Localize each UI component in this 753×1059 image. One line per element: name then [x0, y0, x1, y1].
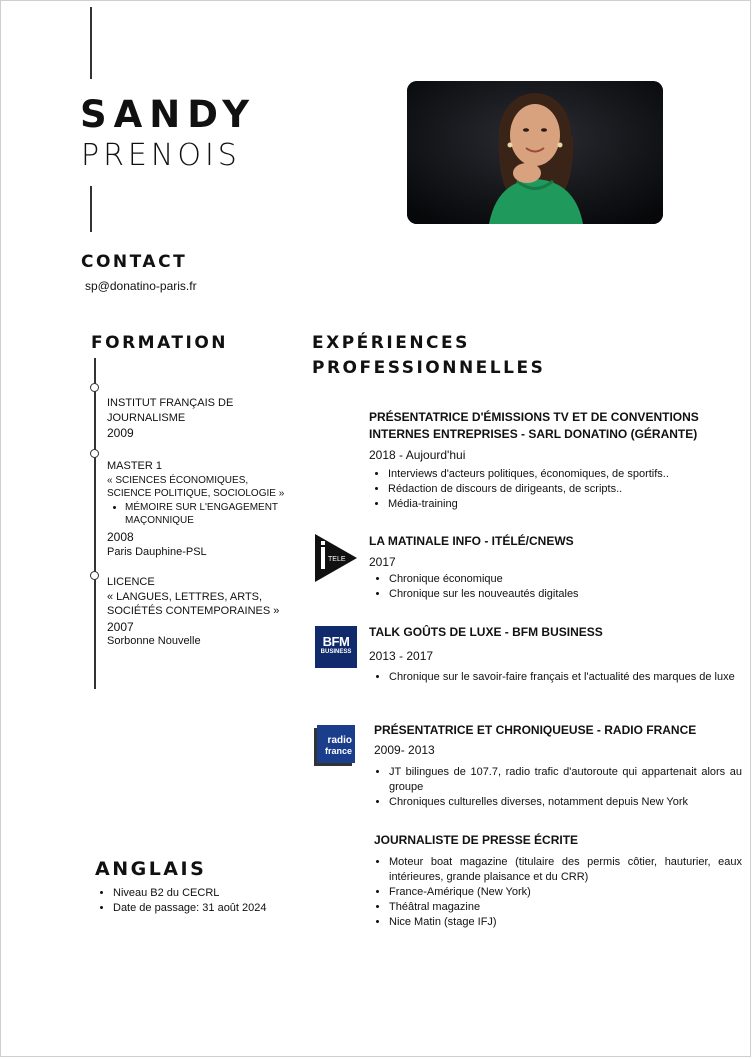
- job-bullet: • France-Amérique (New York): [389, 885, 742, 900]
- portrait-illustration: [407, 81, 663, 224]
- first-name: SANDY: [80, 93, 257, 136]
- formation-sub-bullets: [107, 501, 297, 527]
- job-title-line: INTERNES ENTREPRISES - SARL DONATINO (GÉRANTE): [369, 427, 698, 441]
- job-bullet: • Chronique sur les nouveautés digitales: [389, 587, 739, 602]
- formation-year: 2009: [107, 426, 134, 440]
- formation-entry-licence: [107, 575, 279, 649]
- formation-year: 2007: [107, 619, 134, 634]
- timeline-dot: [90, 571, 99, 580]
- anglais-item: • Niveau B2 du CECRL: [113, 886, 313, 901]
- portrait-photo: [407, 81, 663, 224]
- header-accent-line-bottom: [90, 186, 92, 232]
- experiences-heading-line2: PROFESSIONNELLES: [312, 358, 546, 378]
- job-bullets: [371, 765, 742, 810]
- last-name: PRENOIS: [81, 138, 241, 173]
- job-title: JOURNALISTE DE PRESSE ÉCRITE: [374, 833, 579, 847]
- itele-logo-icon: [315, 534, 357, 582]
- job-bullet: • Nice Matin (stage IFJ): [389, 915, 742, 930]
- bfm-business-logo: [315, 626, 357, 668]
- formation-line: « SCIENCES ÉCONOMIQUES,: [107, 474, 249, 486]
- job-bullet: • Chronique économique: [389, 572, 739, 587]
- job-date: 2013 - 2017: [369, 649, 434, 663]
- anglais-list: [95, 886, 313, 916]
- job-bullet: • Chroniques culturelles diverses, notamment depuis New York: [389, 795, 742, 810]
- experiences-heading-line1: EXPÉRIENCES: [312, 333, 470, 353]
- formation-school: Paris Dauphine-PSL: [107, 546, 207, 558]
- formation-entry-master: [107, 459, 297, 560]
- job-bullet: • JT bilingues de 107.7, radio trafic d'autoroute qui appartenait alors au groupe: [389, 765, 742, 795]
- formation-sub-bullet: • MÉMOIRE SUR L'ENGAGEMENT MAÇONNIQUE: [125, 501, 297, 527]
- timeline-dot: [90, 383, 99, 392]
- header-accent-line-top: [90, 7, 92, 79]
- job-bullet: • Média-training: [388, 497, 738, 512]
- job-bullet: • Interviews d'acteurs politiques, économiques, de sportifs..: [388, 467, 738, 482]
- job-date: 2018 - Aujourd'hui: [369, 448, 466, 462]
- job-bullet: • Moteur boat magazine (titulaire des permis côtier, hauturier, eaux intérieures, grande plaisance et du CRR): [389, 855, 742, 885]
- job-bullet: • Rédaction de discours de dirigeants, de scripts..: [388, 482, 738, 497]
- job-bullet: • Chronique sur le savoir-faire français et l'actualité des marques de luxe: [389, 670, 742, 685]
- formation-year: 2008: [107, 529, 134, 544]
- bfm-logo-text: BFM: [322, 634, 350, 649]
- formation-line: LICENCE: [107, 576, 155, 588]
- job-title: [369, 409, 719, 443]
- formation-line: « LANGUES, LETTRES, ARTS,: [107, 590, 263, 603]
- formation-line: SOCIÉTÉS CONTEMPORAINES »: [107, 605, 280, 617]
- job-bullets: [371, 670, 742, 685]
- anglais-item: • Date de passage: 31 août 2024: [113, 901, 313, 916]
- job-title: TALK GOÛTS DE LUXE - BFM BUSINESS: [369, 625, 603, 639]
- timeline-dot: [90, 449, 99, 458]
- job-date: 2017: [369, 555, 396, 569]
- itele-logo: [315, 534, 357, 582]
- job-title: LA MATINALE INFO - ITÉLÉ/CNEWS: [369, 534, 574, 548]
- job-bullets: [370, 467, 738, 512]
- radio-france-logo-subtext: france: [324, 746, 352, 756]
- job-bullets: [371, 572, 739, 602]
- formation-heading: FORMATION: [91, 333, 229, 353]
- job-bullet: • Théâtral magazine: [389, 900, 742, 915]
- formation-entry-ifj: [107, 396, 233, 441]
- radio-france-logo: [317, 725, 355, 763]
- formation-line: JOURNALISME: [107, 411, 186, 424]
- formation-line: MASTER 1: [107, 460, 163, 472]
- formation-line: INSTITUT FRANÇAIS DE: [107, 397, 234, 409]
- radio-france-logo-text: radio: [327, 735, 352, 746]
- anglais-heading: ANGLAIS: [95, 858, 207, 880]
- formation-timeline-line: [94, 358, 96, 689]
- job-date: 2009- 2013: [374, 743, 435, 757]
- contact-email[interactable]: sp@donatino-paris.fr: [85, 279, 197, 293]
- job-title-line: PRÉSENTATRICE D'ÉMISSIONS TV ET DE CONVENTIONS: [369, 410, 699, 424]
- job-bullets: [371, 855, 742, 930]
- bfm-logo-subtext: BUSINESS: [320, 649, 352, 655]
- formation-school: Sorbonne Nouvelle: [107, 635, 201, 647]
- job-title: PRÉSENTATRICE ET CHRONIQUEUSE - RADIO FRANCE: [374, 723, 697, 737]
- contact-heading: CONTACT: [81, 252, 188, 272]
- formation-line: SCIENCE POLITIQUE, SOCIOLOGIE »: [107, 487, 285, 499]
- itele-logo-text: TELE: [328, 556, 346, 563]
